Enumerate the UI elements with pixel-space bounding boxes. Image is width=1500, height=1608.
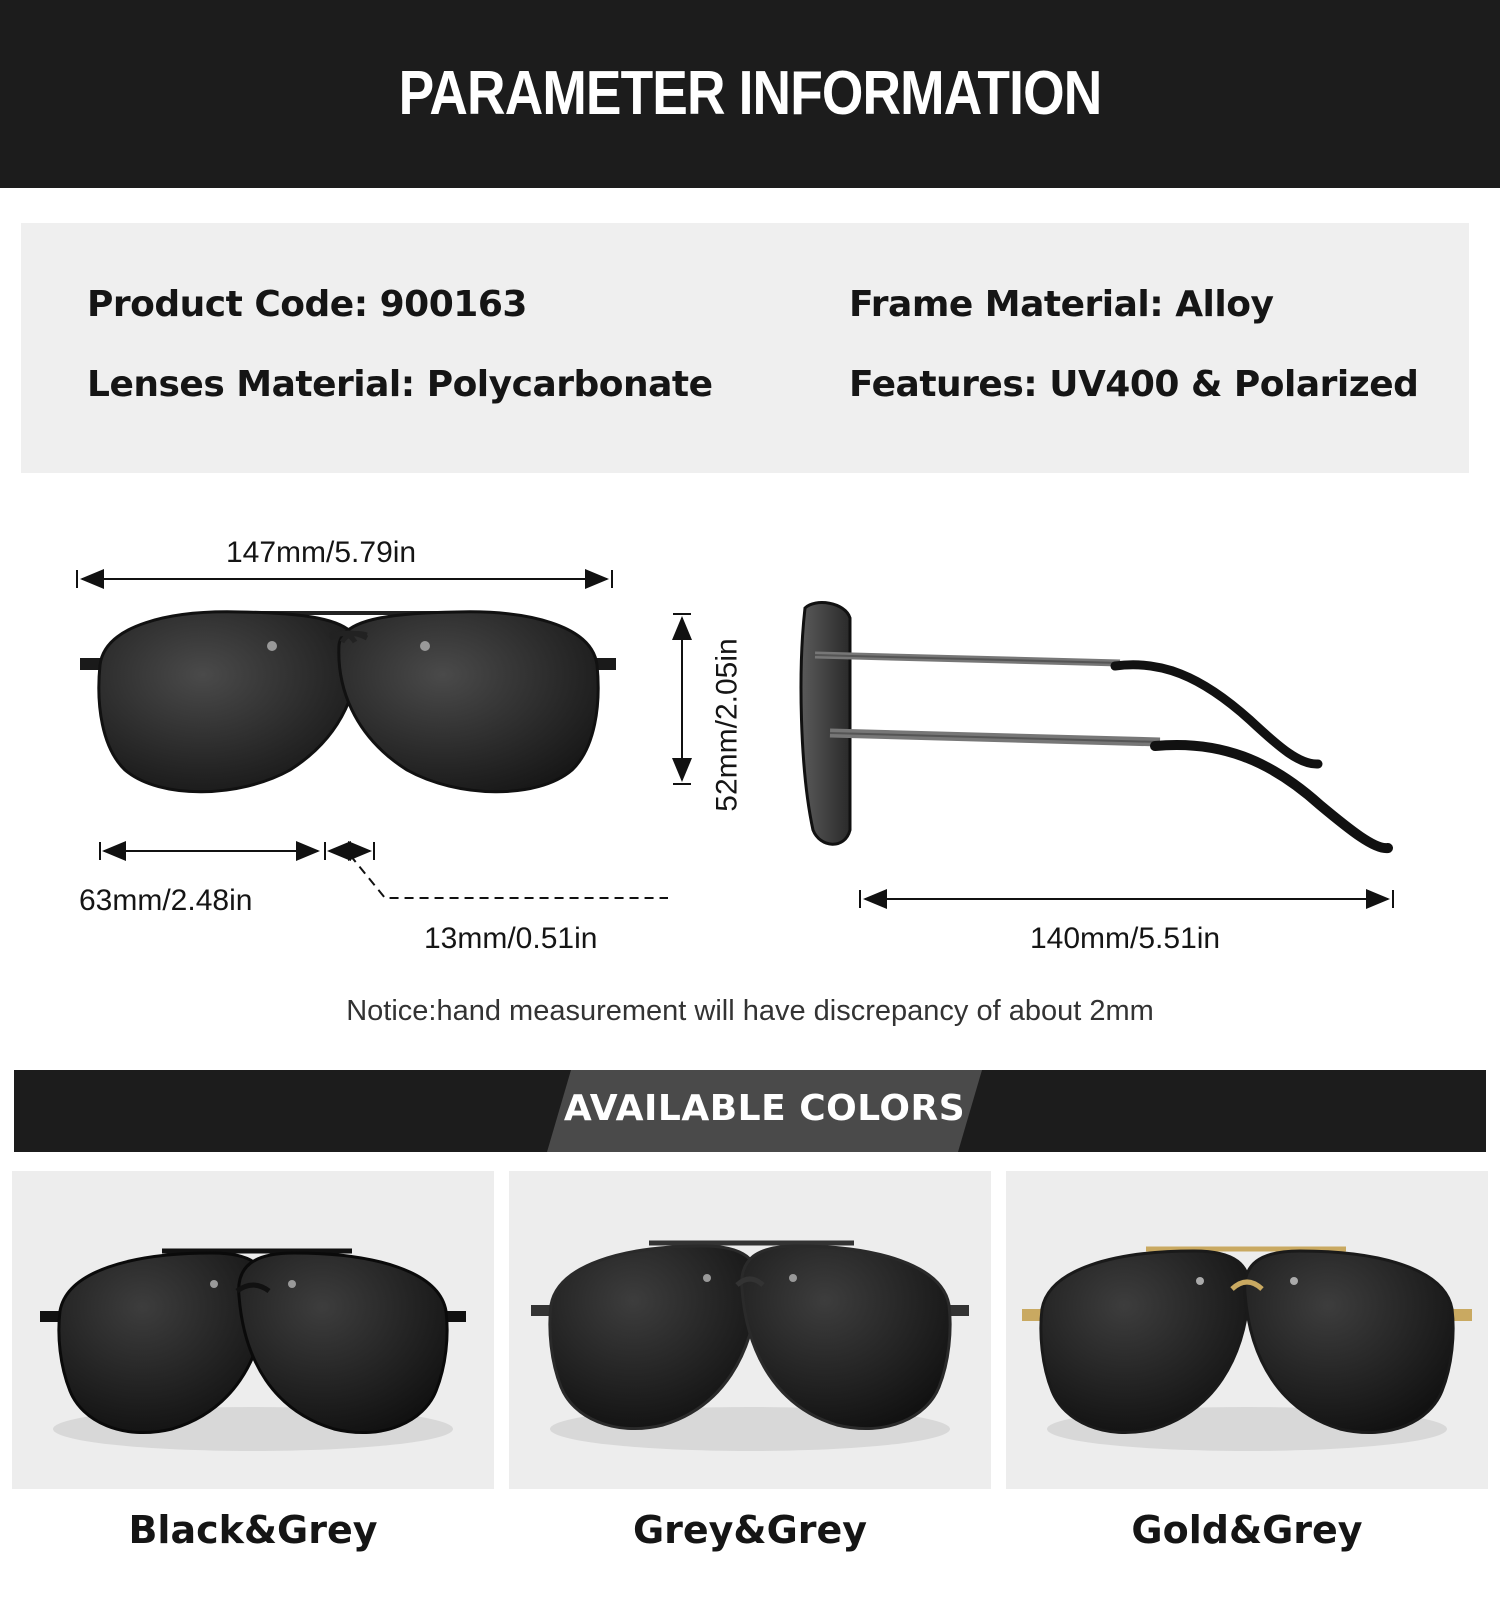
temple-length-arrow bbox=[860, 890, 1393, 908]
lens-height-arrow bbox=[673, 614, 691, 784]
colors-title: AVAILABLE COLORS bbox=[563, 1088, 966, 1129]
total-width-label: 147mm/5.79in bbox=[226, 536, 417, 569]
sunglasses-black-image bbox=[12, 1171, 494, 1489]
spec-frame-material: Frame Material: Alloy bbox=[849, 284, 1274, 325]
page-title: PARAMETER INFORMATION bbox=[398, 59, 1102, 128]
color-label-black: Black&Grey bbox=[128, 1508, 378, 1552]
color-label-gold: Gold&Grey bbox=[1131, 1508, 1363, 1552]
temple-length-label: 140mm/5.51in bbox=[1030, 922, 1221, 955]
spec-panel bbox=[21, 223, 1469, 473]
lens-height-label: 52mm/2.05in bbox=[710, 638, 744, 812]
bridge-width-arrow bbox=[325, 842, 668, 898]
colors-banner bbox=[14, 1070, 1486, 1152]
bridge-width-label: 13mm/0.51in bbox=[424, 922, 598, 955]
sunglasses-gold-image bbox=[1006, 1171, 1488, 1489]
glasses-side-view bbox=[801, 603, 1388, 849]
color-card-grey[interactable] bbox=[509, 1171, 991, 1489]
spec-product-code: Product Code: 900163 bbox=[87, 284, 527, 325]
color-label-grey: Grey&Grey bbox=[632, 1508, 868, 1552]
color-card-black[interactable] bbox=[12, 1171, 494, 1489]
glasses-front-view bbox=[80, 612, 616, 792]
spec-lenses-material: Lenses Material: Polycarbonate bbox=[87, 364, 713, 405]
lens-width-label: 63mm/2.48in bbox=[79, 884, 253, 917]
color-card-gold[interactable] bbox=[1006, 1171, 1488, 1489]
sunglasses-grey-image bbox=[509, 1171, 991, 1489]
spec-features: Features: UV400 & Polarized bbox=[849, 364, 1419, 405]
measurement-notice: Notice:hand measurement will have discrepancy of about 2mm bbox=[346, 995, 1154, 1027]
total-width-arrow bbox=[77, 570, 612, 588]
lens-width-arrow bbox=[100, 842, 318, 860]
